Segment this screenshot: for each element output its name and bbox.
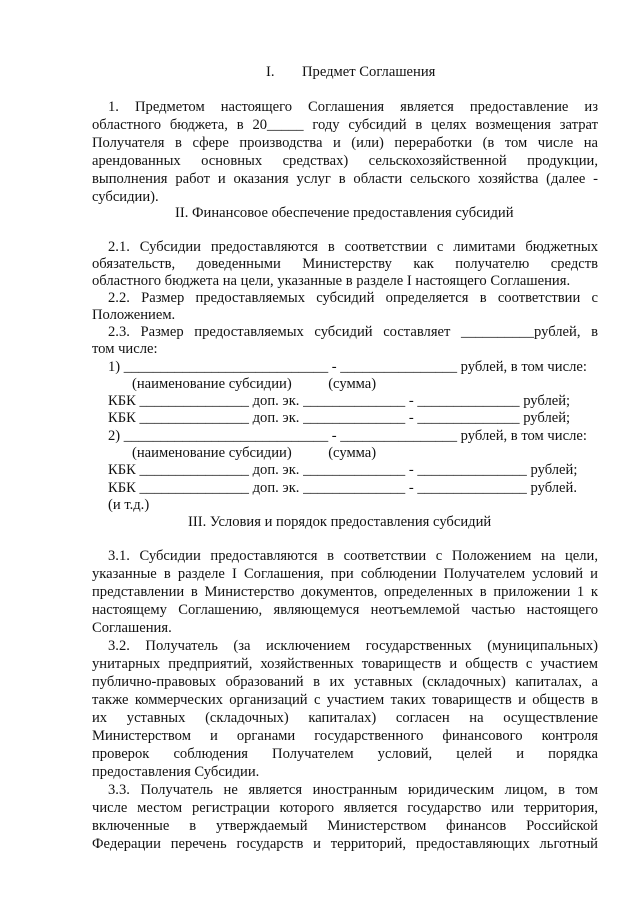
s1-line-2: областного бюджета, в 20_____ году субсидий в целях возмещения затрат bbox=[92, 117, 598, 133]
s3-p2-line-1: 3.2. Получатель (за исключением государственных (муниципальных) bbox=[108, 638, 598, 654]
s3-p2-line-7: проверок соблюдения Получателем условий, целей и порядка bbox=[92, 746, 598, 762]
s3-p2-line-4: также коммерческих организаций с участием таких товариществ и обществ в bbox=[92, 692, 598, 708]
form-hint-1: (наименование субсидии) (сумма) bbox=[132, 376, 377, 392]
s2-p1-line-2: обязательств, доведенными Министерству как получателю средств bbox=[92, 256, 598, 272]
s2-p2-line-1: 2.2. Размер предоставляемых субсидий определяется в соответствии с bbox=[108, 290, 598, 306]
s3-p1-line-4: настоящему Соглашению, являющемуся неотъемлемой частью настоящего bbox=[92, 602, 598, 618]
s3-p3-line-3: включенные в утверждаемый Министерством финансов Российской bbox=[92, 818, 598, 834]
s3-p2-line-2: унитарных предприятий, хозяйственных товариществ и обществ с участием bbox=[92, 656, 598, 672]
s3-p2-line-5: их уставных (складочных) капиталах) согласен на осуществление bbox=[92, 710, 598, 726]
form-kbk-1a: КБК _______________ доп. эк. ______________ - ______________ рублей; bbox=[108, 393, 571, 409]
s3-p2-line-8: предоставления Субсидии. bbox=[92, 764, 260, 780]
s1-line-3: Получателя в сфере производства и (или) переработки (в том числе на bbox=[92, 135, 598, 151]
s2-p2-line-2: Положением. bbox=[92, 307, 176, 323]
section-3-title: III. Условия и порядок предоставления субсидий bbox=[188, 514, 492, 530]
section-1-title: Предмет Соглашения bbox=[302, 64, 436, 80]
s3-p3-line-2: числе местом регистрации которого является государство или территория, bbox=[92, 800, 598, 816]
s1-line-5: выполнения работ и оказания услуг в области сельского хозяйства (далее - bbox=[92, 171, 598, 187]
form-hint-2: (наименование субсидии) (сумма) bbox=[132, 445, 377, 461]
s1-line-1: 1. Предметом настоящего Соглашения является предоставление из bbox=[108, 99, 598, 115]
s1-line-4: арендованных основных средствах) сельскохозяйственной продукции, bbox=[92, 153, 598, 169]
form-kbk-2a: КБК _______________ доп. эк. ______________ - _______________ рублей; bbox=[108, 462, 578, 478]
s2-p1-line-1: 2.1. Субсидии предоставляются в соответствии с лимитами бюджетных bbox=[108, 239, 598, 255]
form-kbk-1b: КБК _______________ доп. эк. ______________ - ______________ рублей; bbox=[108, 410, 571, 426]
s3-p1-line-5: Соглашения. bbox=[92, 620, 172, 636]
s3-p2-line-6: Министерством и органами государственного финансового контроля bbox=[92, 728, 598, 744]
form-item-1: 1) ____________________________ - ________________ рублей, в том числе: bbox=[108, 359, 587, 375]
s3-p1-line-3: представлении в Министерство документов, определенных в приложении 1 к bbox=[92, 584, 598, 600]
form-kbk-2b: КБК _______________ доп. эк. ______________ - _______________ рублей. bbox=[108, 480, 577, 496]
section-1-number: I. bbox=[266, 64, 275, 80]
section-2-title: II. Финансовое обеспечение предоставления субсидий bbox=[175, 205, 514, 221]
s2-p3-line-1: 2.3. Размер предоставляемых субсидий составляет __________рублей, в bbox=[108, 324, 598, 340]
s3-p3-line-4: Федерации перечень государств и территорий, предоставляющих льготный bbox=[92, 836, 598, 852]
form-etc: (и т.д.) bbox=[108, 497, 150, 513]
s2-p3-line-2: том числе: bbox=[92, 341, 158, 357]
s3-p3-line-1: 3.3. Получатель не является иностранным юридическим лицом, в том bbox=[108, 782, 598, 798]
s3-p2-line-3: публично-правовых образований в их уставных (складочных) капиталах, а bbox=[92, 674, 598, 690]
s3-p1-line-1: 3.1. Субсидии предоставляются в соответствии с Положением на цели, bbox=[108, 548, 598, 564]
form-item-2: 2) ____________________________ - ________________ рублей, в том числе: bbox=[108, 428, 587, 444]
s3-p1-line-2: указанные в разделе I Соглашения, при соблюдении Получателем условий и bbox=[92, 566, 598, 582]
s1-line-6: субсидии). bbox=[92, 189, 159, 205]
s2-p1-line-3: областного бюджета на цели, указанные в разделе I настоящего Соглашения. bbox=[92, 273, 571, 289]
